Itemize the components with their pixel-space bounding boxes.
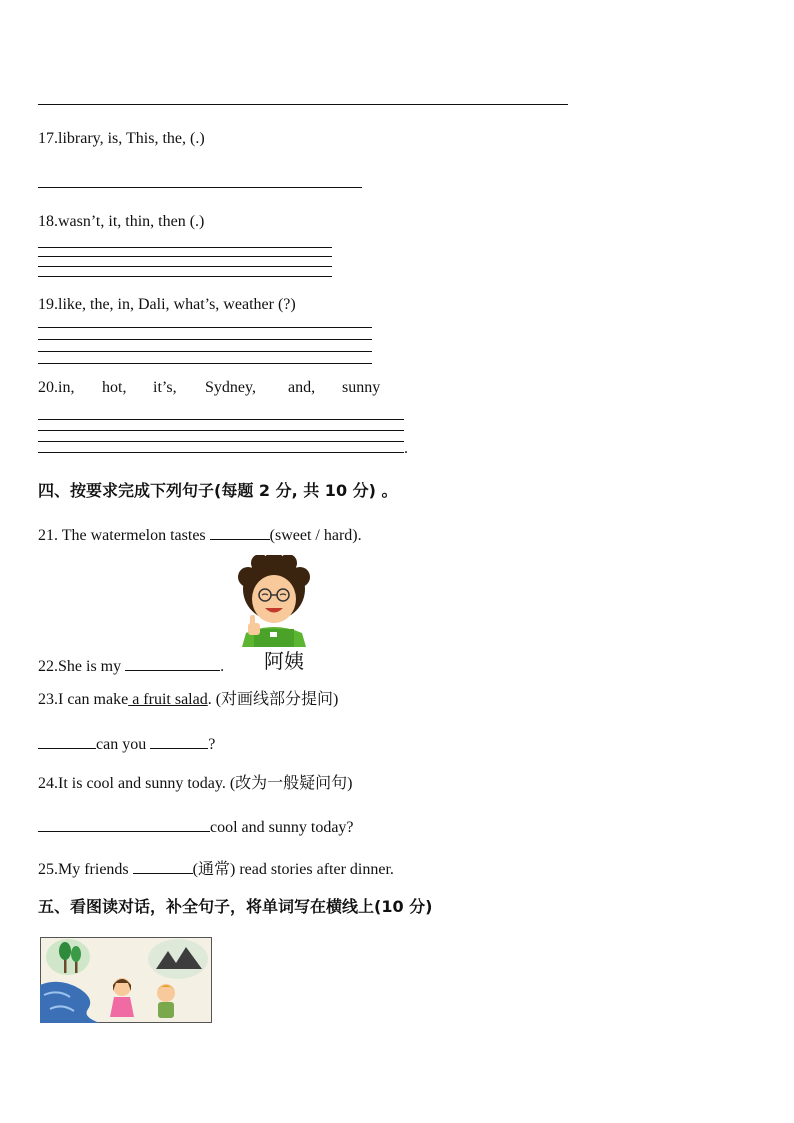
q23-underlined: a fruit salad: [128, 691, 208, 708]
answer-line-19a[interactable]: [38, 327, 372, 328]
answer-line-18b: [38, 256, 332, 257]
q23-blank-1[interactable]: [38, 732, 96, 749]
scene-image: [40, 937, 212, 1023]
aunt-caption: 阿姨: [264, 649, 304, 673]
answer-line-18d: [38, 276, 332, 277]
q22-end: .: [220, 658, 225, 675]
answer-line-20c: [38, 441, 404, 442]
question-22: [38, 654, 224, 677]
q23-blank-2[interactable]: [150, 732, 208, 749]
q25-hint: (通常) read stories after dinner.: [192, 861, 394, 878]
answer-line-18a[interactable]: [38, 247, 332, 248]
answer-line-19d: [38, 363, 372, 364]
answer-23: [38, 732, 215, 755]
q25-blank[interactable]: [133, 857, 193, 874]
answer-line-17[interactable]: [38, 187, 362, 188]
q21-text: 21. The watermelon tastes: [38, 527, 210, 544]
q21-hint: (sweet / hard).: [269, 527, 362, 544]
q22-text: 22.She is my: [38, 658, 126, 675]
answer-24: [38, 815, 354, 838]
q20-word: and,: [288, 379, 316, 396]
q23-instruction: . (对画线部分提问): [207, 691, 339, 708]
question-23: [38, 690, 338, 710]
q23-answer-end: ?: [208, 736, 216, 753]
aunt-image: [234, 555, 314, 675]
q20-word: Sydney,: [205, 379, 256, 396]
answer-line: [38, 104, 568, 105]
question-24: 24.It is cool and sunny today. (改为一般疑问句): [38, 775, 353, 792]
q22-blank[interactable]: [125, 654, 220, 671]
q20-word: it’s,: [153, 379, 177, 396]
q20-word: sunny: [342, 379, 381, 396]
q21-blank[interactable]: [210, 523, 270, 540]
answer-line-19b: [38, 339, 372, 340]
q23-text: 23.I can make: [38, 691, 129, 708]
question-25: [38, 857, 394, 880]
q24-blank[interactable]: [38, 815, 210, 832]
question-17: 17.library, is, This, the, (.): [38, 130, 205, 147]
question-21: [38, 523, 362, 546]
question-19: 19.like, the, in, Dali, what’s, weather (?): [38, 296, 296, 313]
answer-line-20d: [38, 452, 404, 453]
answer-line-20b: [38, 430, 404, 431]
q24-answer-text: cool and sunny today?: [210, 819, 354, 836]
q25-text: 25.My friends: [38, 861, 133, 878]
answer-line-18c: [38, 266, 332, 267]
q20-word: hot,: [102, 379, 127, 396]
question-18: 18.wasn’t, it, thin, then (.): [38, 213, 205, 230]
section-5-title: 五、看图读对话，补全句子，将单词写在横线上(10 分): [38, 897, 433, 916]
q20-word: 20.in,: [38, 379, 75, 396]
answer-line-19c: [38, 351, 372, 352]
q23-answer-text: can you: [96, 736, 151, 753]
q20-end-mark: .: [404, 440, 408, 457]
section-4-title: 四、按要求完成下列句子(每题 2 分, 共 10 分) 。: [38, 481, 398, 500]
answer-line-20a[interactable]: [38, 419, 404, 420]
